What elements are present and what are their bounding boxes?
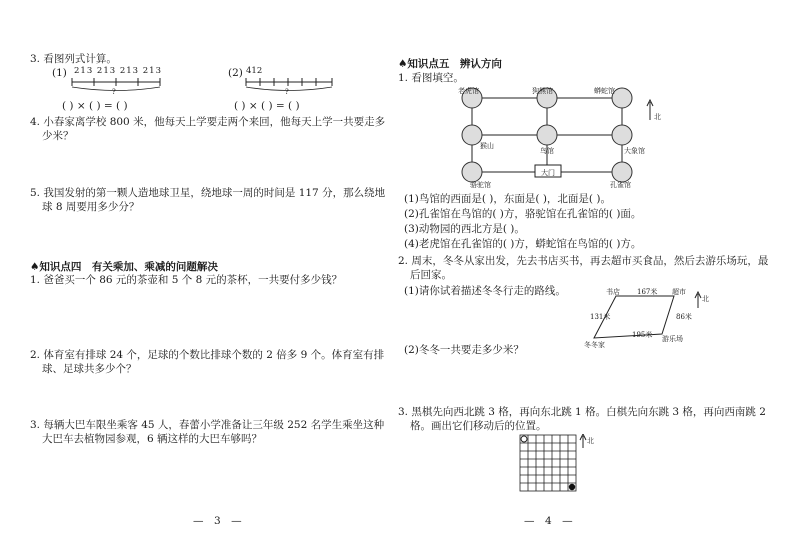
q3-p1-numbers: 213 213 213 213 — [74, 66, 163, 76]
s5-q2-line2: 后回家。 — [410, 269, 452, 281]
s5-q2-sub1: (1)请你试着描述冬冬行走的路线。 — [404, 285, 566, 297]
white-piece[interactable] — [521, 436, 527, 442]
route-d3: 195米 — [632, 331, 653, 339]
q3-p1-question-mark: ? — [112, 88, 116, 96]
zoo-map — [440, 80, 670, 190]
q3-p1-label: (1) — [52, 67, 67, 79]
section5-title: ♠知识点五 辨认方向 — [398, 58, 502, 70]
route-north: 北 — [702, 295, 709, 303]
s5-q3-line1: 3. 黑棋先向西北跳 3 格，再向东北跳 1 格。白棋先向东跳 3 格，再向西南跳 2 — [398, 406, 766, 418]
map-panda: 狗熊馆 — [532, 87, 553, 95]
chess-grid[interactable] — [519, 434, 591, 496]
route-park: 游乐场 — [662, 335, 683, 343]
route-market: 超市 — [672, 288, 686, 296]
map-gate: 大门 — [541, 169, 555, 177]
q4-line1: 4. 小春家离学校 800 米，他每天上学要走两个来回，他每天上学一共要走多 — [30, 116, 386, 128]
s4-q2-line2: 球、足球共多少个？ — [42, 363, 137, 375]
map-snake: 蟒蛇馆 — [594, 87, 615, 95]
route-d4: 131米 — [590, 313, 611, 321]
s4-q3-line2: 大巴车去植物园参观，6 辆这样的大巴车够吗？ — [42, 433, 263, 445]
q3-p2-question-mark: ? — [285, 88, 289, 96]
route-home: 冬冬家 — [584, 341, 605, 349]
route-d1: 167米 — [637, 288, 658, 296]
fill-3[interactable]: (3)动物园的西北方是( )。 — [404, 223, 525, 235]
q3-p2-formula[interactable]: ( ) × ( ) = ( ) — [234, 100, 300, 112]
fill-1[interactable]: (1)鸟馆的西面是( )，东面是( )，北面是( )。 — [404, 193, 611, 205]
s4-q1: 1. 爸爸买一个 86 元的茶壶和 5 个 8 元的茶杯，一共要付多少钱？ — [30, 274, 343, 286]
map-camel: 骆驼馆 — [470, 181, 491, 189]
map-tiger: 老虎馆 — [458, 87, 479, 95]
s4-q2-line1: 2. 体育室有排球 24 个，足球的个数比排球个数的 2 倍多 9 个。体育室有排 — [30, 349, 385, 361]
route-d2: 86米 — [676, 313, 692, 321]
route-bookstore: 书店 — [606, 288, 620, 296]
q5-line2: 球 8 周要用多少分？ — [42, 201, 140, 213]
map-peacock: 孔雀馆 — [610, 181, 631, 189]
map-elephant: 大象馆 — [624, 147, 645, 155]
page-number-left: — 3 — — [193, 515, 242, 527]
q3-p2-number: 412 — [246, 66, 263, 76]
fill-2[interactable]: (2)孔雀馆在鸟馆的( )方，骆驼馆在孔雀馆的( )面。 — [404, 208, 642, 220]
s4-q3-line1: 3. 每辆大巴车限坐乘客 45 人，春蕾小学准备让三年级 252 名学生乘坐这种 — [30, 419, 385, 431]
map-north: 北 — [654, 113, 661, 121]
s5-q3-line2: 格。画出它们移动后的位置。 — [410, 420, 547, 432]
s5-q1: 1. 看图填空。 — [398, 72, 464, 84]
q3-p1-formula[interactable]: ( ) × ( ) = ( ) — [62, 100, 128, 112]
q3-p1-bar-diagram — [70, 74, 162, 100]
map-monkey: 猴山 — [480, 142, 494, 150]
page-number-right: — 4 — — [524, 515, 573, 527]
map-bird: 鸟馆 — [540, 147, 554, 155]
black-piece[interactable] — [569, 484, 575, 490]
section4-title: ♠知识点四 有关乘加、乘减的问题解决 — [30, 261, 218, 273]
q3-p2-bar-diagram — [244, 74, 334, 100]
s5-q2-sub2: (2)冬冬一共要走多少米？ — [404, 344, 524, 356]
q3-title: 3. 看图列式计算。 — [30, 53, 117, 65]
q3-p2-label: (2) — [228, 67, 243, 79]
s5-q2-line1: 2. 周末，冬冬从家出发，先去书店买书，再去超市买食品，然后去游乐场玩，最 — [398, 255, 769, 267]
grid-north: 北 — [587, 437, 594, 445]
q5-line1: 5. 我国发射的第一颗人造地球卫星，绕地球一周的时间是 117 分，那么绕地 — [30, 187, 386, 199]
q4-line2: 少米？ — [42, 130, 74, 142]
fill-4[interactable]: (4)老虎馆在孔雀馆的( )方，蟒蛇馆在鸟馆的( )方。 — [404, 238, 642, 250]
